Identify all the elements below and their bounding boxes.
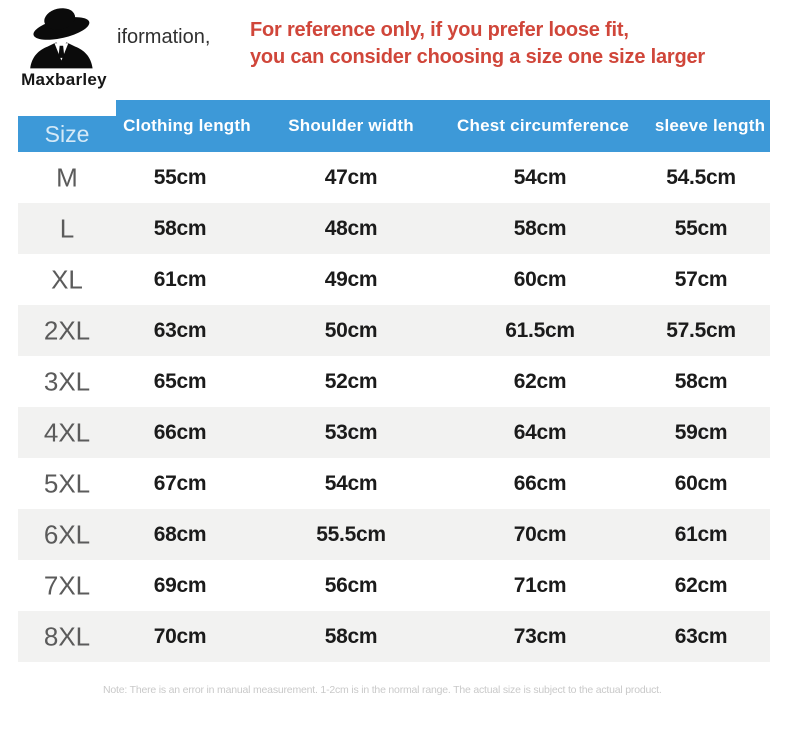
brand-logo (14, 6, 114, 90)
value-cell: 52cm (324, 369, 378, 393)
value-cell: 53cm (324, 420, 378, 444)
hat-figure-icon (25, 6, 103, 70)
fit-notice-line2: you can consider choosing a size one size larger (250, 46, 705, 68)
partial-info-label: iformation, (117, 26, 211, 48)
table-header (116, 100, 770, 152)
brand-name: Maxbarley (21, 70, 107, 89)
table-row (18, 254, 770, 305)
value-cell: 70cm (513, 522, 567, 546)
value-cell: 54cm (513, 165, 567, 189)
value-cell: 63cm (674, 624, 728, 648)
value-cell: 61.5cm (505, 318, 575, 342)
value-cell: 58cm (324, 624, 378, 648)
size-cell: XL (51, 264, 83, 294)
size-cell: 6XL (43, 519, 91, 549)
size-cell: 3XL (43, 366, 91, 396)
value-cell: 69cm (153, 573, 207, 597)
value-cell: 68cm (153, 522, 207, 546)
value-cell: 54cm (324, 471, 378, 495)
table-row (18, 203, 770, 254)
size-cell: 5XL (43, 468, 91, 498)
table-row (18, 458, 770, 509)
value-cell: 66cm (513, 471, 567, 495)
value-cell: 50cm (324, 318, 378, 342)
size-cell: M (56, 162, 78, 192)
size-cell: 4XL (43, 417, 91, 447)
value-cell: 62cm (674, 573, 728, 597)
value-cell: 55cm (153, 165, 207, 189)
value-cell: 62cm (513, 369, 567, 393)
value-cell: 57cm (674, 267, 728, 291)
column-header-chest-circumference: Chest circumference (457, 116, 629, 135)
value-cell: 49cm (324, 267, 378, 291)
size-cell: L (59, 213, 75, 243)
table-row (18, 509, 770, 560)
value-cell: 56cm (324, 573, 378, 597)
value-cell: 64cm (513, 420, 567, 444)
value-cell: 66cm (153, 420, 207, 444)
table-row (18, 152, 770, 203)
size-table-body (18, 152, 770, 662)
fit-notice (250, 17, 705, 71)
value-cell: 58cm (674, 369, 728, 393)
size-cell: 2XL (43, 315, 91, 345)
fit-notice-line1: For reference only, if you prefer loose fit, (250, 19, 629, 41)
value-cell: 61cm (153, 267, 207, 291)
column-header-size: Size (18, 116, 116, 152)
value-cell: 48cm (324, 216, 378, 240)
value-cell: 54.5cm (666, 165, 736, 189)
value-cell: 61cm (674, 522, 728, 546)
column-header-shoulder-width: Shoulder width (288, 116, 414, 135)
value-cell: 71cm (513, 573, 567, 597)
value-cell: 59cm (674, 420, 728, 444)
size-cell: 7XL (43, 570, 91, 600)
table-row (18, 356, 770, 407)
table-row (18, 611, 770, 662)
value-cell: 60cm (674, 471, 728, 495)
value-cell: 67cm (153, 471, 207, 495)
size-cell: 8XL (43, 621, 91, 651)
value-cell: 55cm (674, 216, 728, 240)
measurement-note: Note: There is an error in manual measurement. 1-2cm is in the normal range. The actual size is subject to the actual product. (103, 684, 662, 696)
table-row (18, 305, 770, 356)
column-header-sleeve-length: sleeve length (654, 116, 766, 135)
value-cell: 60cm (513, 267, 567, 291)
value-cell: 73cm (513, 624, 567, 648)
table-row (18, 407, 770, 458)
value-cell: 70cm (153, 624, 207, 648)
value-cell: 58cm (513, 216, 567, 240)
value-cell: 63cm (153, 318, 207, 342)
column-header-clothing-length: Clothing length (123, 116, 251, 135)
value-cell: 65cm (153, 369, 207, 393)
value-cell: 47cm (324, 165, 378, 189)
value-cell: 55.5cm (316, 522, 386, 546)
table-row (18, 560, 770, 611)
value-cell: 57.5cm (666, 318, 736, 342)
value-cell: 58cm (153, 216, 207, 240)
